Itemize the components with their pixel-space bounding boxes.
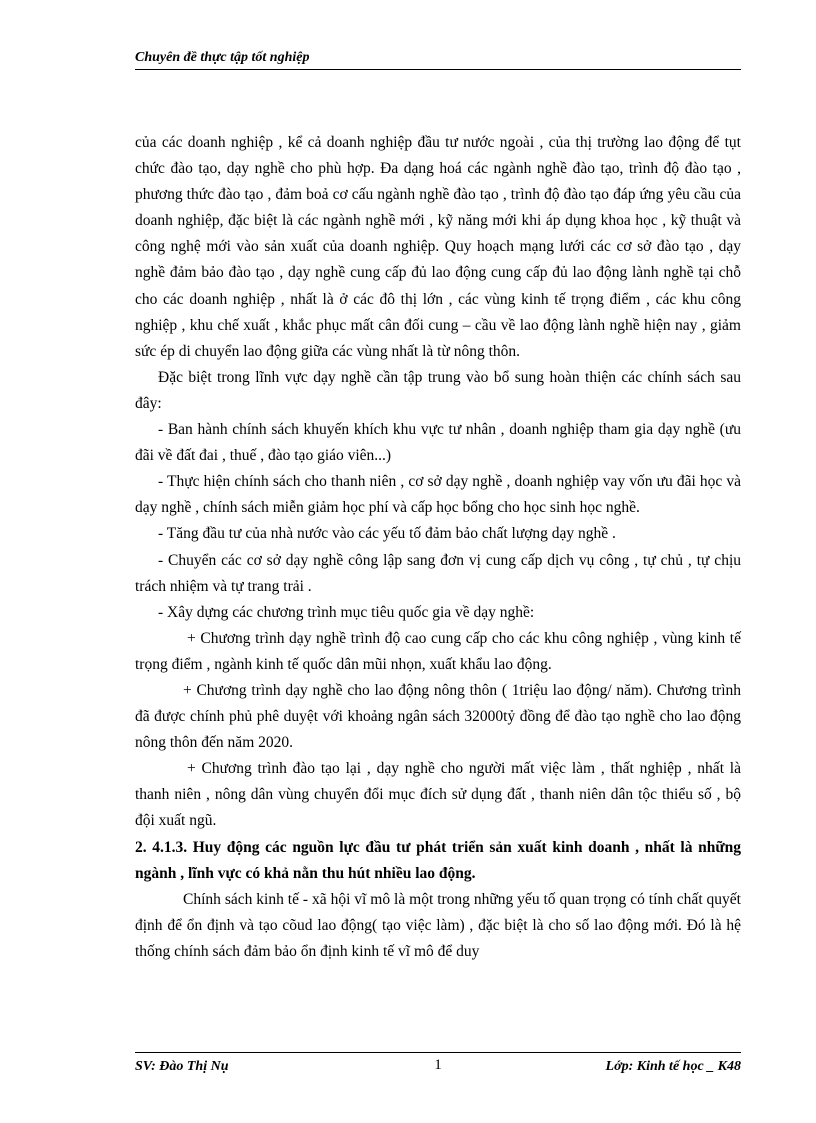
paragraph: Chính sách kinh tế - xã hội vĩ mô là một trong những yếu tố quan trọng có tính chất quyết định để ổn định và tạo cõud lao động( tạo việc làm) , đặc biệt là cho số lao động mới. Đó là hệ thống chính sách đảm bảo ổn định kinh tế vĩ mô để duy	[135, 890, 741, 960]
page-footer	[135, 1057, 741, 1077]
section-heading: 2. 4.1.3. Huy động các nguồn lực đầu tư phát triển sản xuất kinh doanh , nhất là những ngành , lĩnh vực có khả nằn thu hút nhiều lao động.	[135, 838, 741, 882]
page-number: 1	[434, 1057, 442, 1073]
footer-class: Lớp: Kinh tế học _ K48	[605, 1059, 741, 1074]
page-header	[135, 50, 741, 70]
sub-list-item: + Chương trình dạy nghề trình độ cao cung cấp cho các khu công nghiệp , vùng kinh tế trọng điểm , ngành kinh tế quốc dân mũi nhọn, xuất khẩu lao động.	[135, 629, 741, 673]
list-item: - Ban hành chính sách khuyến khích khu vực tư nhân , doanh nghiệp tham gia dạy nghề (ưu đãi về đất đai , thuế , đào tạo giáo viên...)	[135, 421, 741, 465]
header-title: Chuyên đề thực tập tốt nghiệp	[135, 50, 310, 65]
sub-list-item: + Chương trình đào tạo lại , dạy nghề cho người mất việc làm , thất nghiệp , nhất là thanh niên , nông dân vùng chuyển đổi mục đích sử dụng đất , thanh niên dân tộc thiểu số , bộ đội xuất ngũ.	[135, 760, 741, 830]
paragraph: của các doanh nghiệp , kể cả doanh nghiệp đầu tư nước ngoài , của thị trường lao động để tụt chức đào tạo, dạy nghề cho phù hợp. Đa dạng hoá các ngành nghề đào tạo, trình độ đào tạo , phương thức đào tạo , đảm boả cơ cấu ngành nghề đào tạo , trình độ đào tạo đáp ứng yêu cầu của doanh nghiệp, đặc biệt là các ngành nghề mới , kỹ năng mới khi áp dụng khoa học , kỹ thuật và công nghệ mới vào sản xuất của doanh nghiệp. Quy hoạch mạng lưới các cơ sở đào tạo , dạy nghề đảm bảo đào tạo , dạy nghề cung cấp đủ lao động cung cấp đủ lao động lành nghề tại chỗ cho các doanh nghiệp , nhất là ở các đô thị lớn , các vùng kinh tế trọng điểm , các khu công nghiệp , khu chế xuất , khắc phục mất cân đối cung – cầu về lao động lành nghề hiện nay , giảm sức ép di chuyển lao động giữa các vùng nhất là từ nông thôn.	[135, 134, 741, 360]
list-item: - Thực hiện chính sách cho thanh niên , cơ sở dạy nghề , doanh nghiệp vay vốn ưu đãi học và dạy nghề , chính sách miễn giảm học phí và cấp học bổng cho học sinh học nghề.	[135, 473, 741, 517]
paragraph: Đặc biệt trong lĩnh vực dạy nghề cần tập trung vào bổ sung hoàn thiện các chính sách sau đây:	[135, 368, 741, 412]
document-body	[135, 130, 741, 965]
list-item: - Tăng đầu tư của nhà nước vào các yếu tố đảm bảo chất lượng dạy nghề .	[158, 525, 616, 543]
sub-list-item: + Chương trình dạy nghề cho lao động nông thôn ( 1triệu lao động/ năm). Chương trình đã được chính phủ phê duyệt với khoảng ngân sách 32000tỷ đồng để đào tạo nghề cho lao động nông thôn đến năm 2020.	[135, 681, 741, 752]
list-item: - Xây dựng các chương trình mục tiêu quốc gia về dạy nghề:	[158, 603, 535, 621]
footer-student: SV: Đào Thị Nụ	[135, 1059, 229, 1074]
list-item: - Chuyển các cơ sở dạy nghề công lập sang đơn vị cung cấp dịch vụ công , tự chủ , tự chịu trách nhiệm và tự trang trải .	[135, 551, 741, 595]
footer-divider	[135, 1052, 741, 1053]
